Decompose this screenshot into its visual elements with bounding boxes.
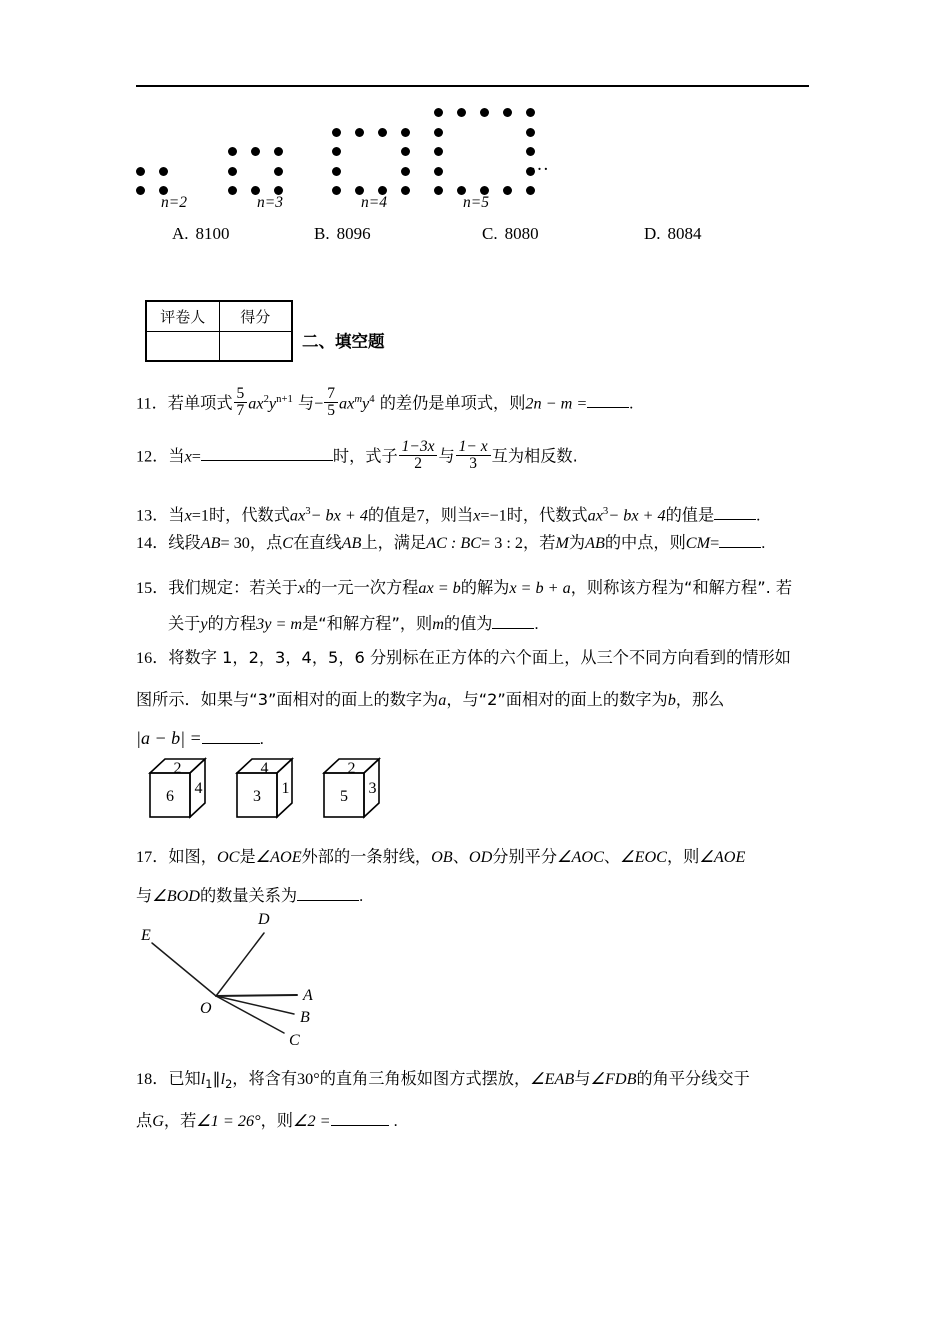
question-15-line-1 (136, 572, 792, 604)
q14-point-m: M (555, 534, 569, 552)
q15-m: m (432, 615, 444, 633)
q17-l1-s3: 外部的一条射线， (301, 847, 432, 866)
q15-solution: x = b + a (509, 579, 571, 597)
q16-var-b: b (667, 691, 676, 709)
q14-ab3: AB (585, 534, 605, 552)
q15-l2-s2: 的方程 (207, 614, 257, 633)
q18-l1-s2: ，将含有 (232, 1069, 298, 1088)
q15-l1-s4: ，则称该方程为“和解方程”. 若 (570, 578, 793, 597)
q13-period: . (756, 506, 761, 525)
question-16-line-1 (136, 642, 791, 674)
q17-l1-s1: 如图， (168, 847, 217, 866)
q18-angle-eab: ∠EAB (530, 1070, 575, 1088)
q11-frac2-denominator: 5 (324, 402, 338, 419)
q14-segment-ab: AB (200, 534, 221, 552)
q11-fraction-2 (324, 386, 338, 420)
sequence-dot (332, 147, 341, 156)
header-rule (136, 85, 809, 87)
question-12 (136, 440, 578, 474)
ray-od-line (216, 933, 264, 996)
choice-a-value: 8100 (195, 224, 230, 243)
q18-angle-30: 30° (297, 1070, 320, 1088)
cube-views-figure (148, 757, 408, 819)
q17-l1-s7: ，则 (666, 847, 700, 866)
q16-line1: 将数字 1，2，3，4，5，6 分别标在正方体的六个面上，从三个不同方向看到的情形如 (168, 648, 791, 667)
sequence-dot (434, 128, 443, 137)
q18-period: . (393, 1112, 398, 1130)
sequence-dot (274, 147, 283, 156)
q11-term1-ax: ax (248, 394, 264, 413)
q14-s5: ，若 (523, 533, 556, 552)
sequence-dot (378, 128, 387, 137)
q18-l1-s1: 已知 (168, 1069, 201, 1088)
q16-line2e: ，那么 (675, 690, 725, 709)
q16-answer-blank[interactable] (202, 743, 260, 744)
q13-expr1-sup: 3 (305, 505, 311, 517)
q18-l2-s1: 点 (136, 1111, 153, 1130)
n-label-n3: n=3 (257, 194, 283, 211)
sequence-dot (526, 186, 535, 195)
cube-front-number: 5 (340, 788, 348, 805)
q14-cm: CM (685, 534, 711, 552)
sequence-dot (228, 147, 237, 156)
q13-value1: 7 (416, 506, 425, 525)
q11-lead: 若单项式 (167, 393, 233, 413)
q14-period: . (761, 534, 766, 552)
q14-line-ab: AB (341, 534, 362, 552)
q14-number: 14． (136, 534, 169, 552)
q14-s7: 的中点，则 (604, 533, 686, 552)
table-row-entry (146, 331, 292, 361)
q17-angle-bod: ∠BOD (152, 887, 200, 905)
q15-y: y (200, 615, 208, 633)
cube-right-number: 3 (368, 780, 377, 797)
label-b: B (300, 1009, 310, 1026)
q15-x: x (297, 579, 306, 597)
q14-answer-blank[interactable] (719, 547, 761, 548)
score-entry-cell[interactable] (219, 331, 292, 361)
q11-minus: − (314, 394, 324, 413)
q15-answer-blank[interactable] (492, 628, 534, 629)
label-d: D (258, 911, 270, 928)
n-label-n2: n=2 (161, 194, 187, 211)
q12-number: 12． (136, 447, 169, 466)
q18-line-l2: l (220, 1070, 226, 1088)
q13-s4: ，则当 (424, 505, 474, 525)
q13-expr2-ax: ax (587, 506, 603, 525)
cube-front-number: 3 (253, 788, 261, 805)
q17-ray-oc: OC (216, 848, 240, 866)
q11-conjunction: 与 (297, 393, 315, 413)
q16-abs-expression: |a − b| = (136, 728, 202, 748)
q18-line-l1: l (200, 1070, 206, 1088)
choice-c-value: 8080 (504, 224, 539, 243)
q14-eq3: = (710, 534, 720, 552)
q15-l1-s2: 的一元一次方程 (305, 578, 419, 597)
question-16-line-2 (136, 684, 724, 716)
score-header-cell: 得分 (219, 301, 292, 331)
q18-angle-fdb: ∠FDB (590, 1070, 637, 1088)
q15-period: . (534, 615, 539, 633)
q13-s2: 时，代数式 (208, 505, 290, 525)
q12-equals: = (191, 447, 201, 466)
q14-point-c: C (282, 534, 294, 552)
sequence-dot (434, 186, 443, 195)
question-17-line-1 (136, 841, 745, 873)
q15-l2-s4: 的值为 (443, 614, 493, 633)
label-c: C (289, 1032, 300, 1049)
cube-svg (148, 757, 212, 819)
sequence-dot (457, 108, 466, 117)
cube-view-2 (235, 757, 299, 819)
label-o: O (200, 1000, 212, 1017)
q13-x1: x (184, 506, 192, 525)
q18-l1-s5: 的角平分线交于 (636, 1069, 750, 1088)
q15-equation-3y-m: 3y = m (256, 615, 303, 633)
cube-top-number: 2 (347, 760, 356, 777)
angle-figure-svg (132, 905, 402, 1050)
sequence-dot (434, 108, 443, 117)
q17-l2-s2: 的数量关系为 (199, 886, 298, 905)
grader-entry-cell[interactable] (146, 331, 219, 361)
sequence-dot (401, 128, 410, 137)
q18-answer-blank[interactable] (331, 1125, 389, 1126)
q11-answer-blank[interactable] (587, 407, 629, 408)
sequence-dot (251, 147, 260, 156)
choice-a-letter: A. (172, 224, 189, 243)
q11-period: . (629, 394, 634, 413)
q14-s6: 为 (568, 533, 586, 552)
q18-number: 18． (136, 1070, 169, 1088)
q18-angle-2: ∠2 = (292, 1112, 331, 1130)
q12-answer-blank[interactable] (201, 460, 333, 461)
dot-sequence-figure (136, 108, 696, 211)
q11-term2-exp1: m (354, 393, 363, 405)
q14-s4: 上，满足 (361, 533, 427, 552)
q13-answer-blank[interactable] (714, 519, 756, 520)
q16-period: . (259, 730, 264, 748)
q15-equation-ax-b: ax = b (418, 579, 461, 597)
q12-variable: x (184, 447, 192, 466)
question-18-line-1 (136, 1063, 750, 1100)
q17-angle-eoc: ∠EOC (620, 848, 667, 866)
ray-oc-line (216, 996, 284, 1033)
q14-eq2: = 3 : 2 (481, 534, 524, 552)
q13-eq1: =1 (191, 506, 209, 525)
q11-term2-ax: ax (339, 394, 355, 413)
q13-expr2-rest: − bx + 4 (608, 506, 666, 525)
q14-eq1: = 30 (220, 534, 250, 552)
q18-l2-s3: ，则 (260, 1111, 293, 1130)
n-label-n5: n=5 (463, 194, 489, 211)
q11-term2-exp2: 4 (369, 393, 375, 405)
q15-number: 15． (136, 579, 169, 597)
q18-angle-1: ∠1 = 26° (196, 1112, 261, 1130)
question-15-line-2 (168, 608, 539, 640)
sequence-ellipsis: … (530, 154, 550, 175)
sequence-dot (401, 167, 410, 176)
q12-conjunction: 与 (438, 446, 455, 466)
q11-frac1-denominator: 7 (234, 402, 248, 419)
q14-s3: 在直线 (293, 533, 342, 552)
sequence-dot (228, 186, 237, 195)
q11-fraction-1 (234, 386, 248, 420)
choice-d-letter: D. (644, 224, 661, 243)
q17-ray-ob: OB (431, 848, 453, 866)
cube-view-3 (322, 757, 386, 819)
q17-number: 17． (136, 848, 169, 866)
q14-s1: 线段 (168, 533, 201, 552)
cube-right-number: 1 (281, 780, 290, 797)
choice-d-value: 8084 (667, 224, 702, 243)
q17-l1-s6: 、 (603, 847, 621, 866)
q11-frac1-numerator: 5 (236, 385, 245, 403)
q16-number: 16． (136, 649, 169, 667)
sequence-dot (228, 167, 237, 176)
q13-s3: 的值是 (367, 505, 417, 525)
q14-ratio: AC : BC (426, 534, 482, 552)
q13-expr1-rest: − bx + 4 (310, 506, 368, 525)
q13-eq2: =−1 (480, 506, 507, 525)
q11-term1-exp1: 2 (263, 393, 269, 405)
q18-l1-s4: 与 (574, 1069, 591, 1088)
q13-s5: 时，代数式 (506, 505, 588, 525)
q15-l2-s3: 是“和解方程”，则 (302, 614, 433, 633)
sequence-dot (332, 167, 341, 176)
q12-frac2-denominator: 3 (456, 455, 491, 472)
q17-angle-aoe-2: ∠AOE (699, 848, 746, 866)
q18-l2-s2: ，若 (163, 1111, 197, 1130)
q17-period: . (359, 887, 364, 905)
q16-var-a: a (438, 691, 447, 709)
q17-answer-blank[interactable] (297, 900, 359, 901)
sequence-dot (136, 167, 145, 176)
q13-expr1-ax: ax (289, 506, 306, 525)
sequence-dot (526, 128, 535, 137)
cube-top-number: 4 (260, 760, 269, 777)
q13-number: 13． (136, 506, 169, 525)
label-a: A (303, 987, 313, 1004)
q18-l2-sub: 2 (225, 1077, 233, 1092)
q13-x2: x (473, 506, 481, 525)
cube-svg (322, 757, 386, 819)
ray-oe-line (152, 943, 216, 996)
label-e: E (141, 927, 151, 944)
sequence-dot (434, 147, 443, 156)
choice-c[interactable] (482, 224, 539, 244)
sequence-dot (401, 147, 410, 156)
choice-a[interactable] (172, 224, 230, 244)
grader-score-table (145, 300, 293, 362)
q11-term1-exp2: n+1 (276, 393, 293, 405)
grader-header-cell: 评卷人 (146, 301, 219, 331)
parallel-icon: ∥ (212, 1070, 221, 1088)
q12-tail: 互为相反数. (491, 446, 578, 466)
sequence-dot (274, 167, 283, 176)
q16-line2c: ，与“2”面相对的面上的数字为 (446, 690, 668, 709)
q12-frac2-numerator: 1− x (458, 438, 488, 455)
angle-rays-figure (132, 905, 402, 1050)
sequence-dot (355, 128, 364, 137)
q11-term2-y: y (362, 394, 370, 413)
sequence-dot (159, 167, 168, 176)
cube-top-number: 2 (173, 760, 182, 777)
q13-s6: 的值是 (665, 505, 715, 525)
choice-b[interactable] (314, 224, 371, 244)
question-18-line-2 (136, 1105, 398, 1137)
q14-s2: ，点 (249, 533, 283, 552)
q15-l2-s1: 关于 (168, 614, 201, 633)
section-title-fill-in-blank: 二、填空题 (302, 332, 385, 351)
q13-expr2-sup: 3 (602, 505, 609, 517)
q11-frac2-numerator: 7 (327, 385, 336, 403)
ray-oa-line (216, 995, 297, 996)
q11-expression: 2n − m = (525, 394, 588, 413)
sequence-dot (434, 167, 443, 176)
sequence-dot (332, 186, 341, 195)
cube-svg (235, 757, 299, 819)
q18-point-g: G (152, 1112, 164, 1130)
choice-b-value: 8096 (336, 224, 371, 243)
sequence-dot (503, 108, 512, 117)
q15-l1-s3: 的解为 (460, 578, 510, 597)
q11-number: 11． (136, 394, 168, 413)
q12-mid: 时，式子 (332, 446, 398, 466)
q18-l1-s3: 的直角三角板如图方式摆放， (319, 1069, 531, 1088)
q12-fraction-1 (399, 439, 438, 473)
q12-frac1-numerator: 1−3x (401, 438, 435, 455)
q13-s1: 当 (168, 505, 185, 525)
q12-frac1-denominator: 2 (399, 455, 438, 472)
table-row-headers (146, 301, 292, 331)
q11-term1-y: y (268, 394, 277, 413)
cube-front-number: 6 (166, 788, 174, 805)
q17-l1-s2: 是 (239, 847, 256, 866)
choice-c-letter: C. (482, 224, 498, 243)
cube-view-1 (148, 757, 212, 819)
q18-l1-sub: 1 (205, 1077, 213, 1092)
q12-fraction-2 (456, 439, 491, 473)
q15-l1-s1: 我们规定：若关于 (168, 578, 298, 597)
question-16-line-3 (136, 723, 264, 755)
sequence-dot (526, 108, 535, 117)
q11-tail: 的差仍是单项式，则 (379, 393, 526, 413)
q17-l1-s5: 分别平分 (492, 847, 558, 866)
q17-l1-s4: 、 (452, 847, 469, 866)
question-11 (136, 384, 633, 421)
choice-b-letter: B. (314, 224, 330, 243)
question-14 (136, 527, 765, 559)
q17-angle-aoc: ∠AOC (557, 848, 604, 866)
q16-line2a: 图所示．如果与“3”面相对的面上的数字为 (136, 690, 439, 709)
ray-ob-line (216, 996, 294, 1014)
choice-d[interactable] (644, 224, 702, 244)
cube-right-number: 4 (194, 780, 203, 797)
q17-angle-aoe: ∠AOE (255, 848, 302, 866)
q17-l2-s1: 与 (136, 886, 153, 905)
q12-lead: 当 (168, 446, 185, 466)
sequence-dot (332, 128, 341, 137)
q17-ray-od: OD (468, 848, 493, 866)
n-label-n4: n=4 (361, 194, 387, 211)
sequence-dot (480, 108, 489, 117)
